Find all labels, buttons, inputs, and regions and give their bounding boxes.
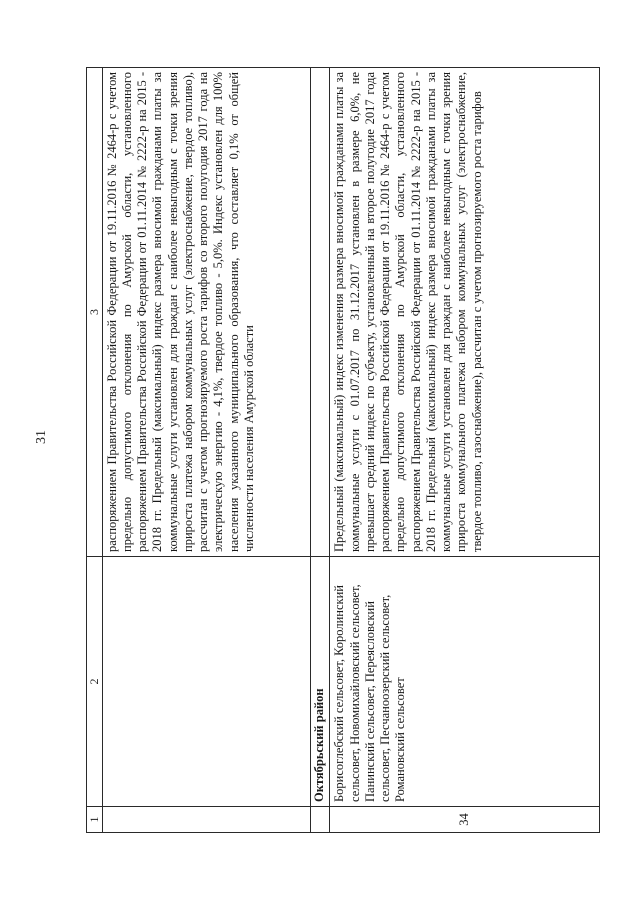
page-number: 31	[34, 430, 49, 444]
column-number-3: 3	[87, 68, 103, 557]
row-text: Предельный (максимальный) индекс изменения размера вносимой гражданами платы за коммунальные услуги с 01.07.2017 по 31.12.2017 установлен в размере 6,0%, не превышает средний индекс по субъекту, установленный на второе полугодие 2017 года распоряжением Правительства Российской Федерации от 19.11.2016 № 2464-р с учетом предельно допустимого отклонения по Амурской области, установленного распоряжением Правительства Российской Федерации от 01.11.2014 № 2222-р на 2015 - 2018 гг. Предельный (максимальный) индекс размера вносимой гражданами платы за коммунальные услуги установлен для граждан с наиболее невыгодным с точки зрения прироста коммунального платежа набором коммунальных услуг (электроснабжение, твердое топливо, газоснабжение), рассчитан с учетом прогнозируемого роста тарифов	[332, 72, 484, 552]
column-number-row	[87, 68, 103, 833]
table-row	[330, 68, 600, 833]
tariff-index-table	[86, 67, 600, 833]
row-text-cell	[330, 68, 600, 557]
column-number-1: 1	[87, 807, 103, 833]
column-number-2: 2	[87, 557, 103, 807]
continuation-settlements-cell	[102, 557, 311, 807]
rotated-table-wrapper	[86, 68, 600, 833]
continuation-text-cell	[102, 68, 311, 557]
row-number: 34	[330, 807, 600, 833]
section-empty-text-cell	[311, 68, 330, 557]
continuation-number-cell	[102, 807, 311, 833]
section-empty-cell	[311, 807, 330, 833]
section-row	[311, 68, 330, 833]
row-settlements: Борисоглебский сельсовет, Королинский сельсовет, Новомихайловский сельсовет, Панинский сельсовет, Переясловский сельсовет, Песчаноозерский сельсовет, Романовский сельсовет	[330, 557, 600, 807]
continuation-text: распоряжением Правительства Российской Федерации от 19.11.2016 № 2464-р с учетом предельно допустимого отклонения по Амурской области, установленного распоряжением Правительства Российской Федерации от 01.11.2014 № 2222-р на 2015 - 2018 гг. Предельный (максимальный) индекс размера вносимой гражданами платы за коммунальные услуги установлен для граждан с наиболее невыгодным с точки зрения прироста платежа набором коммунальных услуг (электроснабжение, твердое топливо), рассчитан с учетом прогнозируемого роста тарифов со второго полугодия 2017 года на электрическую энергию - 4,1%, твердое топливо - 5,0%. Индекс установлен для 100% населения указанного муниципального образования, что составляет 0,1% от общей численности населения Амурской области	[104, 72, 256, 552]
continuation-row	[102, 68, 311, 833]
section-title: Октябрьский район	[311, 557, 330, 807]
